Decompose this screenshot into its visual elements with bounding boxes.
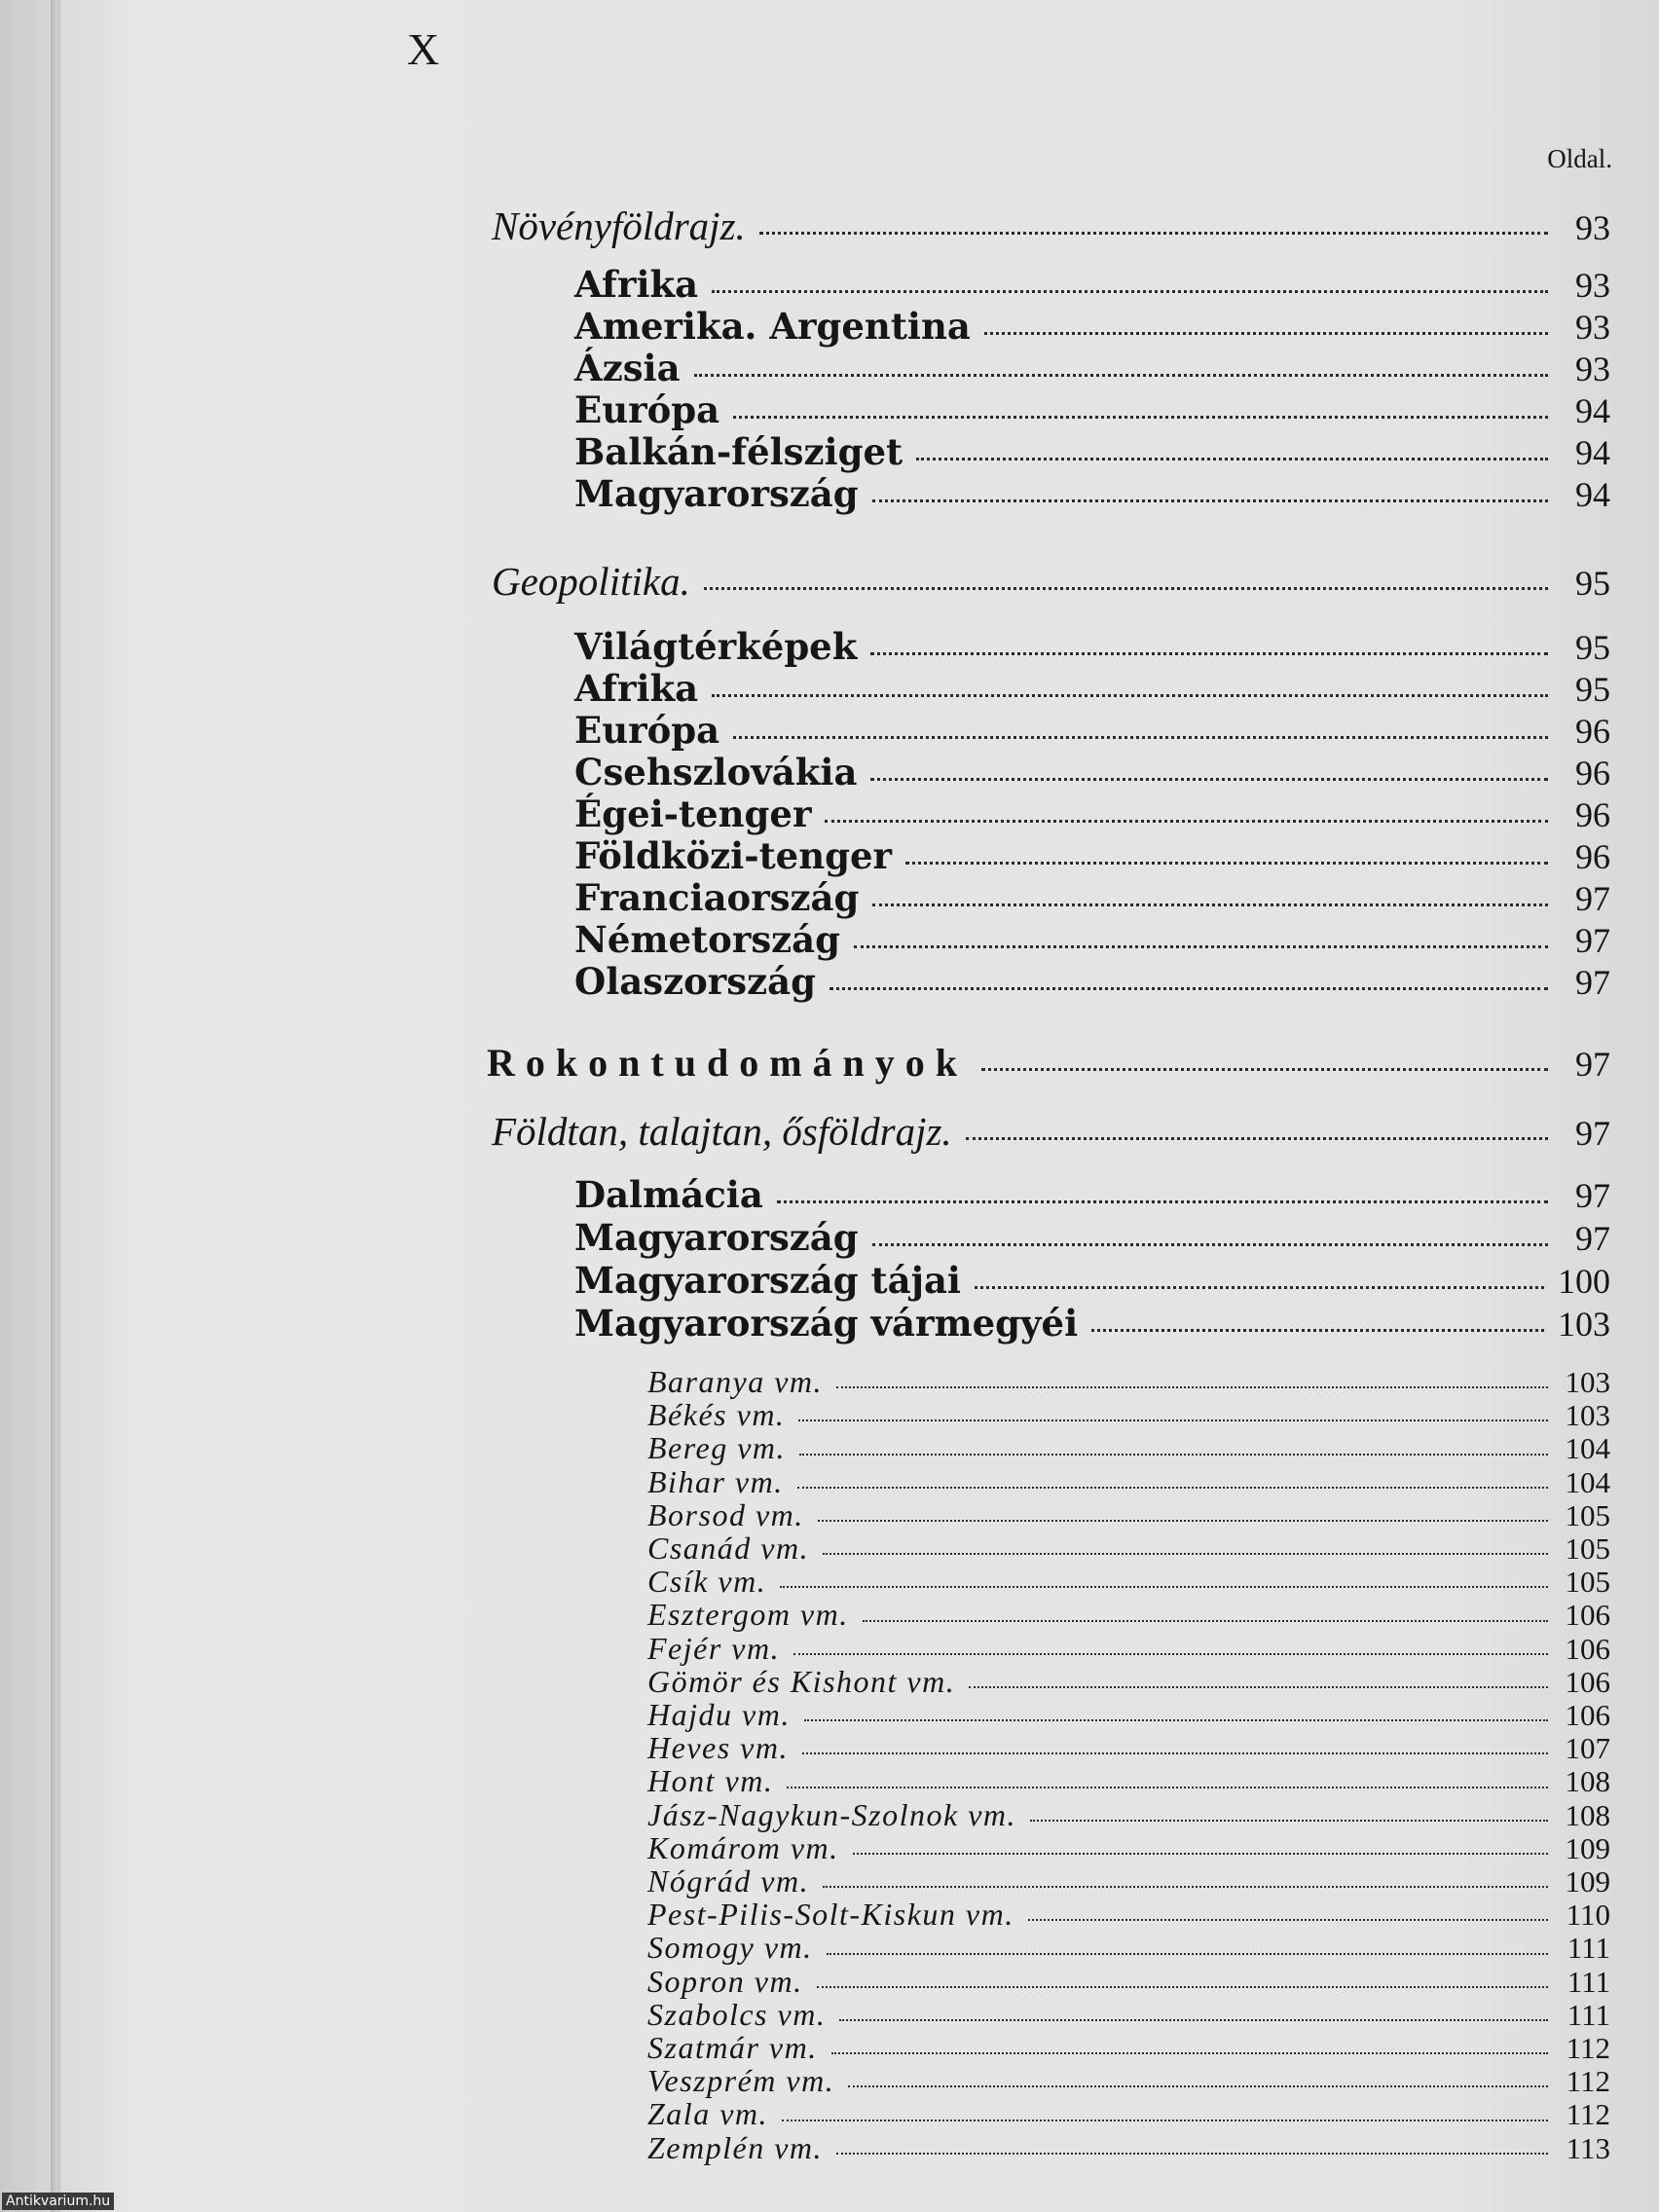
toc-page-number: 112	[1566, 2031, 1610, 2065]
dot-leader	[981, 1037, 1548, 1076]
toc-page-number: 112	[1566, 2097, 1610, 2132]
toc-label: Bereg vm.	[647, 1430, 787, 1466]
dot-leader	[787, 1760, 1548, 1791]
toc-label: Pest-Pilis-Solt-Kiskun vm.	[647, 1897, 1014, 1933]
dot-leader	[854, 916, 1548, 952]
dot-leader	[799, 1427, 1548, 1458]
toc-label: Magyarország tájai	[574, 1259, 961, 1302]
toc-page-number: 95	[1575, 564, 1610, 603]
toc-label: Európa	[574, 709, 720, 752]
dot-leader	[836, 2127, 1548, 2158]
dot-leader	[712, 665, 1548, 701]
toc-entry	[574, 874, 1610, 919]
toc-label: Dalmácia	[574, 1173, 763, 1216]
dot-leader	[1028, 1894, 1548, 1925]
toc-entry	[574, 261, 1610, 306]
toc-page-number: 93	[1575, 350, 1610, 388]
toc-label: Bihar vm.	[647, 1463, 784, 1499]
toc-page-number: 108	[1565, 1764, 1610, 1799]
toc-page-number: 96	[1575, 795, 1610, 834]
dot-leader	[905, 832, 1548, 868]
toc-page-number: 106	[1565, 1698, 1610, 1732]
toc-page-number: 96	[1575, 837, 1610, 876]
toc-label: Komárom vm.	[647, 1829, 839, 1865]
toc-section-heading	[492, 1105, 1610, 1155]
toc-entry	[574, 470, 1610, 515]
dot-leader	[823, 1861, 1548, 1892]
toc-label: Növényföldrajz.	[492, 203, 746, 248]
dot-leader	[733, 707, 1548, 743]
toc-label: Sopron vm.	[647, 1963, 803, 1999]
toc-page-number: 103	[1565, 1365, 1610, 1399]
page-column-label: Oldal.	[1547, 144, 1612, 173]
toc-page-number: 93	[1575, 208, 1610, 247]
toc-page-number: 100	[1558, 1262, 1610, 1301]
toc-label: Rokontudományok	[487, 1041, 969, 1085]
dot-leader	[830, 958, 1548, 994]
toc-main-heading	[487, 1037, 1610, 1086]
dot-leader	[872, 1214, 1548, 1250]
dot-leader	[827, 1927, 1548, 1958]
toc-label: Hajdu vm.	[647, 1697, 791, 1732]
dot-leader	[870, 749, 1548, 785]
toc-label: Égei-tenger	[574, 793, 812, 835]
dot-leader	[802, 1727, 1548, 1758]
toc-label: Földközi-tenger	[574, 834, 893, 877]
toc-section-heading	[492, 200, 1610, 249]
toc-page-number: 112	[1566, 2064, 1610, 2099]
toc-entry	[574, 958, 1610, 1003]
toc-label: Szabolcs vm.	[647, 1996, 827, 2032]
toc-page-number: 97	[1575, 963, 1610, 1002]
toc-page-number: 97	[1575, 1045, 1610, 1084]
dot-leader	[916, 428, 1548, 464]
toc-page-number: 106	[1565, 1631, 1610, 1666]
toc-page-number: 95	[1575, 628, 1610, 667]
dot-leader	[872, 874, 1548, 910]
dot-leader	[975, 1257, 1544, 1293]
toc-label: Amerika. Argentina	[574, 305, 971, 348]
dot-leader	[839, 1994, 1548, 2025]
dot-leader	[694, 345, 1548, 381]
toc-entry	[574, 1214, 1610, 1259]
toc-label: Zala vm.	[647, 2096, 768, 2132]
toc-entry	[574, 1171, 1610, 1216]
toc-page-number: 111	[1567, 1964, 1610, 1999]
dot-leader	[863, 1594, 1548, 1625]
toc-label: Gömör és Kishont vm.	[647, 1663, 956, 1699]
toc-label: Hont vm.	[647, 1763, 774, 1799]
toc-page-number: 109	[1565, 1864, 1610, 1899]
toc-label: Somogy vm.	[647, 1930, 813, 1966]
dot-leader	[798, 1394, 1548, 1425]
toc-entry	[574, 749, 1610, 793]
dot-leader	[872, 470, 1548, 506]
toc-label: Balkán-félsziget	[574, 430, 903, 473]
toc-label: Esztergom vm.	[647, 1597, 849, 1633]
dot-leader	[733, 387, 1548, 423]
toc-page-number: 104	[1565, 1464, 1610, 1499]
toc-entry	[574, 916, 1610, 961]
toc-page-number: 106	[1565, 1664, 1610, 1699]
dot-leader	[969, 1661, 1548, 1692]
toc-page-number: 97	[1575, 1176, 1610, 1215]
dot-leader	[797, 1461, 1548, 1493]
toc-label: Geopolitika.	[492, 559, 690, 604]
dot-leader	[818, 1494, 1548, 1526]
toc-page-number: 94	[1575, 475, 1610, 514]
dot-leader	[704, 555, 1548, 595]
toc-page-number: 94	[1575, 433, 1610, 472]
dot-leader	[817, 1961, 1548, 1992]
toc-entry	[574, 303, 1610, 348]
toc-page-number: 105	[1565, 1565, 1610, 1600]
toc-entry	[574, 387, 1610, 431]
toc-page-number: 103	[1558, 1305, 1610, 1344]
toc-label: Heves vm.	[647, 1730, 789, 1766]
toc-entry	[574, 707, 1610, 752]
book-spine-shadow	[51, 0, 60, 2212]
toc-label: Nógrád vm.	[647, 1863, 810, 1899]
toc-page-number: 108	[1565, 1797, 1610, 1832]
dot-leader	[984, 303, 1548, 339]
dot-leader	[1091, 1300, 1544, 1336]
toc-page-number: 96	[1575, 754, 1610, 793]
dot-leader	[848, 2060, 1548, 2091]
toc-label: Európa	[574, 388, 720, 431]
toc-page-number: 113	[1566, 2130, 1610, 2165]
toc-label: Borsod vm.	[647, 1496, 804, 1532]
toc-page-number: 94	[1575, 391, 1610, 430]
toc-label: Csanád vm.	[647, 1530, 810, 1566]
dot-leader	[777, 1171, 1548, 1207]
toc-label: Magyarország	[574, 472, 859, 515]
toc-page-number: 106	[1565, 1598, 1610, 1633]
toc-entry	[574, 1257, 1610, 1302]
toc-label: Németország	[574, 918, 841, 961]
dot-leader	[759, 200, 1548, 240]
toc-entry	[574, 832, 1610, 877]
toc-page-number: 95	[1575, 670, 1610, 709]
toc-label: Békés vm.	[647, 1397, 786, 1433]
county-entry	[647, 2127, 1610, 2166]
toc-page-number: 93	[1575, 308, 1610, 347]
toc-section-heading	[492, 555, 1610, 605]
toc-label: Szatmár vm.	[647, 2030, 818, 2065]
dot-leader	[823, 1528, 1548, 1559]
toc-label: Baranya vm.	[647, 1364, 824, 1399]
toc-page-number: 97	[1575, 921, 1610, 960]
toc-entry	[574, 1300, 1610, 1345]
toc-entry	[574, 428, 1610, 473]
toc-label: Afrika	[574, 667, 699, 710]
toc-label: Olaszország	[574, 960, 816, 1003]
dot-leader	[712, 261, 1548, 297]
toc-page-number: 105	[1565, 1531, 1610, 1566]
toc-label: Jász-Nagykun-Szolnok vm.	[647, 1796, 1017, 1832]
toc-label: Földtan, talajtan, ősföldrajz.	[492, 1109, 952, 1154]
toc-label: Magyarország	[574, 1216, 859, 1259]
toc-label: Afrika	[574, 263, 699, 306]
toc-entry	[574, 665, 1610, 710]
dot-leader	[780, 1561, 1548, 1592]
dot-leader	[836, 1361, 1548, 1392]
toc-page-number: 93	[1575, 266, 1610, 305]
toc-page-number: 104	[1565, 1431, 1610, 1466]
toc-page-number: 107	[1565, 1731, 1610, 1766]
site-watermark: Antikvarium.hu	[2, 2193, 114, 2210]
dot-leader	[793, 1628, 1548, 1659]
toc-label: Csehszlovákia	[574, 751, 858, 793]
dot-leader	[853, 1827, 1548, 1859]
dot-leader	[966, 1105, 1548, 1145]
toc-label: Világtérképek	[574, 625, 858, 668]
dot-leader	[870, 623, 1548, 659]
toc-label: Magyarország vármegyéi	[574, 1302, 1079, 1345]
dot-leader	[825, 791, 1548, 827]
dot-leader	[782, 2093, 1548, 2124]
toc-page-number: 97	[1575, 1114, 1610, 1153]
dot-leader	[831, 2027, 1548, 2058]
toc-page-number: 109	[1565, 1830, 1610, 1865]
toc-label: Csík vm.	[647, 1564, 767, 1600]
toc-label: Fejér vm.	[647, 1630, 781, 1666]
toc-page-number: 97	[1575, 879, 1610, 918]
toc-entry	[574, 791, 1610, 835]
toc-page-number: 111	[1567, 1997, 1610, 2032]
toc-page-number: 97	[1575, 1219, 1610, 1258]
toc-entry	[574, 623, 1610, 668]
toc-label: Veszprém vm.	[647, 2063, 835, 2099]
toc-entry	[574, 345, 1610, 389]
page-roman-numeral: X	[407, 24, 440, 74]
toc-page-number: 110	[1566, 1898, 1610, 1933]
dot-leader	[804, 1694, 1548, 1725]
toc-label: Zemplén vm.	[647, 2129, 824, 2165]
toc-page-number: 103	[1565, 1398, 1610, 1433]
toc-page-number: 105	[1565, 1497, 1610, 1532]
toc-page-number: 96	[1575, 712, 1610, 751]
toc-label: Ázsia	[574, 347, 681, 389]
toc-label: Franciaország	[574, 876, 860, 919]
dot-leader	[1030, 1794, 1548, 1825]
toc-page-number: 111	[1567, 1931, 1610, 1966]
